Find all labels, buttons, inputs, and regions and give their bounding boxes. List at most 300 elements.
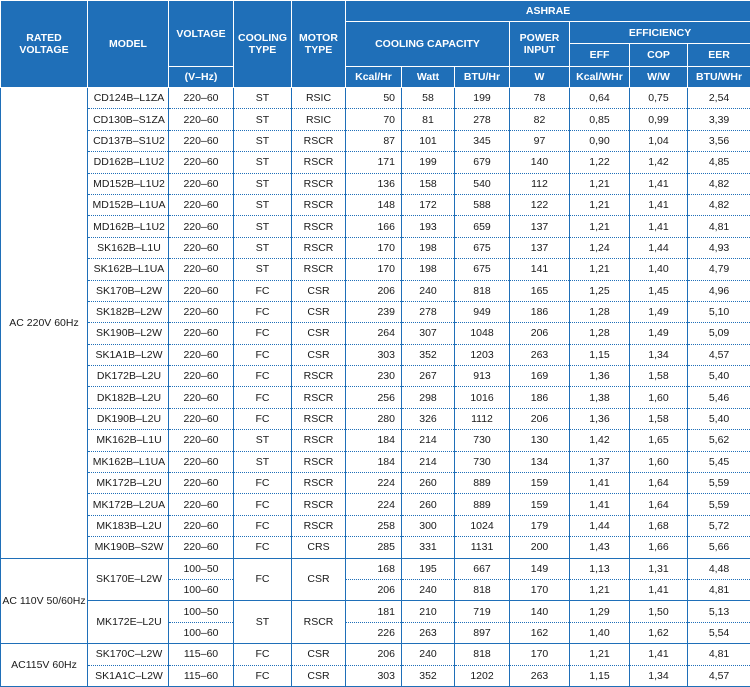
voltage-cell: 220–60 [169, 430, 234, 451]
eff-cell: 1,21 [570, 579, 630, 600]
watt-cell: 158 [402, 173, 455, 194]
watt-cell: 214 [402, 451, 455, 472]
kcal-hr-cell: 206 [346, 280, 402, 301]
btu-hr-cell: 897 [455, 622, 510, 643]
power-input-cell: 170 [510, 579, 570, 600]
voltage-cell: 220–60 [169, 259, 234, 280]
eff-cell: 1,40 [570, 622, 630, 643]
motor-type-cell: RSCR [292, 130, 346, 151]
cop-cell: 1,34 [630, 665, 688, 686]
kcal-hr-cell: 168 [346, 558, 402, 579]
eer-cell: 5,40 [688, 408, 750, 429]
eer-cell: 5,59 [688, 494, 750, 515]
table-row [1, 515, 750, 536]
cooling-type-cell: FC [234, 387, 292, 408]
cop-cell: 1,49 [630, 323, 688, 344]
btu-hr-cell: 675 [455, 259, 510, 280]
cooling-type-cell: ST [234, 173, 292, 194]
motor-type-cell: RSCR [292, 451, 346, 472]
motor-type-cell: CRS [292, 537, 346, 558]
btu-hr-cell: 1202 [455, 665, 510, 686]
eer-cell: 5,10 [688, 301, 750, 322]
voltage-cell: 100–50 [169, 601, 234, 622]
eff-cell: 1,21 [570, 194, 630, 215]
eer-cell: 5,66 [688, 537, 750, 558]
cooling-type-cell: ST [234, 88, 292, 109]
table-row [1, 280, 750, 301]
voltage-cell: 115–60 [169, 665, 234, 686]
cooling-type-cell: FC [234, 366, 292, 387]
btu-hr-cell: 1131 [455, 537, 510, 558]
kcal-hr-cell: 70 [346, 109, 402, 130]
model-cell: SK190B–L2W [88, 323, 169, 344]
eff-cell: 1,24 [570, 237, 630, 258]
btu-hr-cell: 1112 [455, 408, 510, 429]
cooling-type-cell: FC [234, 408, 292, 429]
voltage-cell: 220–60 [169, 323, 234, 344]
cop-cell: 1,49 [630, 301, 688, 322]
cop-cell: 1,44 [630, 237, 688, 258]
model-cell: DD162B–L1U2 [88, 152, 169, 173]
voltage-cell: 220–60 [169, 301, 234, 322]
watt-cell: 300 [402, 515, 455, 536]
watt-cell: 263 [402, 622, 455, 643]
watt-cell: 198 [402, 237, 455, 258]
cop-cell: 1,42 [630, 152, 688, 173]
motor-type-cell: RSCR [292, 408, 346, 429]
cooling-type-cell: ST [234, 152, 292, 173]
cop-cell: 1,41 [630, 579, 688, 600]
cooling-type-cell: ST [234, 130, 292, 151]
motor-type-cell: RSCR [292, 473, 346, 494]
voltage-cell: 220–60 [169, 109, 234, 130]
motor-type-cell: RSCR [292, 216, 346, 237]
eff-cell: 1,21 [570, 644, 630, 665]
model-cell: SK1A1B–L2W [88, 344, 169, 365]
motor-type-cell: RSCR [292, 387, 346, 408]
watt-cell: 298 [402, 387, 455, 408]
eer-cell: 5,40 [688, 366, 750, 387]
btu-hr-cell: 675 [455, 237, 510, 258]
kcal-hr-cell: 170 [346, 237, 402, 258]
model-cell: SK162B–L1U [88, 237, 169, 258]
btu-hr-cell: 1203 [455, 344, 510, 365]
model-cell: SK182B–L2W [88, 301, 169, 322]
btu-hr-cell: 818 [455, 579, 510, 600]
motor-type-cell: RSIC [292, 109, 346, 130]
model-cell: SK170B–L2W [88, 280, 169, 301]
eff-cell: 1,43 [570, 537, 630, 558]
eer-cell: 5,45 [688, 451, 750, 472]
eer-cell: 4,79 [688, 259, 750, 280]
eer-cell: 5,54 [688, 622, 750, 643]
btu-hr-cell: 667 [455, 558, 510, 579]
cooling-type-cell: FC [234, 515, 292, 536]
cop-cell: 1,62 [630, 622, 688, 643]
model-cell: MK162B–L1U [88, 430, 169, 451]
cooling-type-cell: FC [234, 301, 292, 322]
power-input-cell: 159 [510, 473, 570, 494]
header-eer: EER [688, 44, 750, 67]
model-cell: MK172E–L2U [88, 601, 169, 644]
eer-cell: 4,82 [688, 173, 750, 194]
eer-cell: 4,48 [688, 558, 750, 579]
eff-cell: 0,90 [570, 130, 630, 151]
voltage-cell: 220–60 [169, 194, 234, 215]
btu-hr-cell: 730 [455, 430, 510, 451]
btu-hr-cell: 889 [455, 473, 510, 494]
watt-cell: 214 [402, 430, 455, 451]
table-row [1, 665, 750, 686]
power-input-cell: 200 [510, 537, 570, 558]
power-input-cell: 186 [510, 301, 570, 322]
table-row [1, 601, 750, 622]
btu-hr-cell: 659 [455, 216, 510, 237]
header-voltage: VOLTAGE [169, 1, 234, 67]
motor-type-cell: RSIC [292, 88, 346, 109]
watt-cell: 195 [402, 558, 455, 579]
watt-cell: 240 [402, 280, 455, 301]
watt-cell: 210 [402, 601, 455, 622]
header-unit-kcal-whr: Kcal/WHr [570, 67, 630, 88]
eff-cell: 0,85 [570, 109, 630, 130]
eff-cell: 1,21 [570, 216, 630, 237]
kcal-hr-cell: 87 [346, 130, 402, 151]
eff-cell: 0,64 [570, 88, 630, 109]
table-row [1, 408, 750, 429]
eer-cell: 5,72 [688, 515, 750, 536]
watt-cell: 326 [402, 408, 455, 429]
cooling-type-cell: ST [234, 259, 292, 280]
cop-cell: 1,65 [630, 430, 688, 451]
kcal-hr-cell: 303 [346, 665, 402, 686]
cooling-type-cell: ST [234, 237, 292, 258]
kcal-hr-cell: 239 [346, 301, 402, 322]
cooling-type-cell: ST [234, 216, 292, 237]
spec-table-body [1, 88, 750, 687]
table-row [1, 366, 750, 387]
eer-cell: 4,57 [688, 665, 750, 686]
power-input-cell: 137 [510, 237, 570, 258]
motor-type-cell: RSCR [292, 194, 346, 215]
watt-cell: 260 [402, 473, 455, 494]
btu-hr-cell: 889 [455, 494, 510, 515]
kcal-hr-cell: 224 [346, 494, 402, 515]
motor-type-cell: RSCR [292, 259, 346, 280]
cooling-type-cell: FC [234, 665, 292, 686]
cooling-type-cell: ST [234, 601, 292, 644]
table-row [1, 430, 750, 451]
btu-hr-cell: 1024 [455, 515, 510, 536]
eff-cell: 1,42 [570, 430, 630, 451]
motor-type-cell: RSCR [292, 237, 346, 258]
eff-cell: 1,25 [570, 280, 630, 301]
cooling-type-cell: FC [234, 323, 292, 344]
cop-cell: 0,75 [630, 88, 688, 109]
btu-hr-cell: 818 [455, 280, 510, 301]
table-row [1, 152, 750, 173]
kcal-hr-cell: 258 [346, 515, 402, 536]
cop-cell: 1,68 [630, 515, 688, 536]
cooling-type-cell: ST [234, 194, 292, 215]
btu-hr-cell: 540 [455, 173, 510, 194]
model-cell: MK172B–L2UA [88, 494, 169, 515]
cooling-type-cell: FC [234, 473, 292, 494]
eer-cell: 5,13 [688, 601, 750, 622]
eff-cell: 1,36 [570, 366, 630, 387]
power-input-cell: 82 [510, 109, 570, 130]
cop-cell: 1,31 [630, 558, 688, 579]
btu-hr-cell: 199 [455, 88, 510, 109]
btu-hr-cell: 949 [455, 301, 510, 322]
voltage-cell: 220–60 [169, 344, 234, 365]
model-cell: SK170C–L2W [88, 644, 169, 665]
eer-cell: 5,09 [688, 323, 750, 344]
power-input-cell: 186 [510, 387, 570, 408]
table-row [1, 451, 750, 472]
voltage-cell: 115–60 [169, 644, 234, 665]
eer-cell: 5,62 [688, 430, 750, 451]
kcal-hr-cell: 224 [346, 473, 402, 494]
cop-cell: 0,99 [630, 109, 688, 130]
table-row [1, 344, 750, 365]
kcal-hr-cell: 230 [346, 366, 402, 387]
voltage-cell: 220–60 [169, 366, 234, 387]
btu-hr-cell: 818 [455, 644, 510, 665]
motor-type-cell: CSR [292, 644, 346, 665]
watt-cell: 267 [402, 366, 455, 387]
power-input-cell: 165 [510, 280, 570, 301]
cop-cell: 1,40 [630, 259, 688, 280]
voltage-cell: 100–60 [169, 622, 234, 643]
voltage-cell: 220–60 [169, 494, 234, 515]
cop-cell: 1,45 [630, 280, 688, 301]
power-input-cell: 78 [510, 88, 570, 109]
watt-cell: 58 [402, 88, 455, 109]
kcal-hr-cell: 280 [346, 408, 402, 429]
kcal-hr-cell: 285 [346, 537, 402, 558]
header-efficiency: EFFICIENCY [570, 22, 750, 44]
kcal-hr-cell: 136 [346, 173, 402, 194]
power-input-cell: 134 [510, 451, 570, 472]
voltage-cell: 220–60 [169, 408, 234, 429]
cop-cell: 1,41 [630, 194, 688, 215]
kcal-hr-cell: 264 [346, 323, 402, 344]
cop-cell: 1,50 [630, 601, 688, 622]
eer-cell: 4,93 [688, 237, 750, 258]
cop-cell: 1,58 [630, 366, 688, 387]
watt-cell: 101 [402, 130, 455, 151]
eff-cell: 1,37 [570, 451, 630, 472]
btu-hr-cell: 719 [455, 601, 510, 622]
watt-cell: 278 [402, 301, 455, 322]
model-cell: MD162B–L1U2 [88, 216, 169, 237]
motor-type-cell: CSR [292, 280, 346, 301]
motor-type-cell: RSCR [292, 494, 346, 515]
power-input-cell: 206 [510, 408, 570, 429]
eer-cell: 4,85 [688, 152, 750, 173]
voltage-cell: 220–60 [169, 515, 234, 536]
eer-cell: 5,46 [688, 387, 750, 408]
model-cell: CD130B–S1ZA [88, 109, 169, 130]
model-cell: MK172B–L2U [88, 473, 169, 494]
header-cooling-type: COOLING TYPE [234, 1, 292, 88]
cooling-type-cell: ST [234, 109, 292, 130]
eer-cell: 2,54 [688, 88, 750, 109]
header-power-input: POWER INPUT [510, 22, 570, 67]
table-row [1, 494, 750, 515]
btu-hr-cell: 1048 [455, 323, 510, 344]
btu-hr-cell: 730 [455, 451, 510, 472]
watt-cell: 260 [402, 494, 455, 515]
table-row [1, 130, 750, 151]
table-row [1, 644, 750, 665]
eff-cell: 1,29 [570, 601, 630, 622]
cop-cell: 1,41 [630, 173, 688, 194]
kcal-hr-cell: 184 [346, 430, 402, 451]
btu-hr-cell: 679 [455, 152, 510, 173]
model-cell: MK183B–L2U [88, 515, 169, 536]
power-input-cell: 140 [510, 601, 570, 622]
watt-cell: 352 [402, 344, 455, 365]
voltage-cell: 220–60 [169, 88, 234, 109]
kcal-hr-cell: 170 [346, 259, 402, 280]
cooling-type-cell: ST [234, 451, 292, 472]
btu-hr-cell: 278 [455, 109, 510, 130]
table-row [1, 109, 750, 130]
cop-cell: 1,41 [630, 644, 688, 665]
table-row [1, 558, 750, 579]
header-unit-btu-whr: BTU/WHr [688, 67, 750, 88]
voltage-cell: 220–60 [169, 237, 234, 258]
voltage-cell: 220–60 [169, 280, 234, 301]
table-row [1, 194, 750, 215]
rated-voltage-cell: AC 220V 60Hz [1, 88, 88, 559]
cooling-type-cell: FC [234, 494, 292, 515]
table-row [1, 473, 750, 494]
power-input-cell: 97 [510, 130, 570, 151]
power-input-cell: 159 [510, 494, 570, 515]
header-unit-watt: Watt [402, 67, 455, 88]
table-row [1, 387, 750, 408]
eff-cell: 1,36 [570, 408, 630, 429]
header-unit-w-w: W/W [630, 67, 688, 88]
table-row [1, 301, 750, 322]
motor-type-cell: RSCR [292, 601, 346, 644]
eff-cell: 1,21 [570, 173, 630, 194]
motor-type-cell: CSR [292, 323, 346, 344]
kcal-hr-cell: 184 [346, 451, 402, 472]
header-model: MODEL [88, 1, 169, 88]
cop-cell: 1,04 [630, 130, 688, 151]
voltage-cell: 220–60 [169, 387, 234, 408]
voltage-cell: 220–60 [169, 173, 234, 194]
motor-type-cell: CSR [292, 301, 346, 322]
eff-cell: 1,21 [570, 259, 630, 280]
cop-cell: 1,60 [630, 387, 688, 408]
power-input-cell: 122 [510, 194, 570, 215]
power-input-cell: 112 [510, 173, 570, 194]
motor-type-cell: CSR [292, 558, 346, 601]
eer-cell: 3,39 [688, 109, 750, 130]
watt-cell: 331 [402, 537, 455, 558]
eer-cell: 5,59 [688, 473, 750, 494]
table-row [1, 323, 750, 344]
watt-cell: 81 [402, 109, 455, 130]
motor-type-cell: RSCR [292, 173, 346, 194]
eer-cell: 4,81 [688, 216, 750, 237]
cop-cell: 1,58 [630, 408, 688, 429]
kcal-hr-cell: 303 [346, 344, 402, 365]
eer-cell: 4,81 [688, 579, 750, 600]
watt-cell: 352 [402, 665, 455, 686]
rated-voltage-cell: AC115V 60Hz [1, 644, 88, 687]
cooling-type-cell: ST [234, 430, 292, 451]
kcal-hr-cell: 206 [346, 579, 402, 600]
watt-cell: 240 [402, 579, 455, 600]
power-input-cell: 141 [510, 259, 570, 280]
eff-cell: 1,41 [570, 494, 630, 515]
power-input-cell: 170 [510, 644, 570, 665]
power-input-cell: 169 [510, 366, 570, 387]
header-unit-w: W [510, 67, 570, 88]
kcal-hr-cell: 206 [346, 644, 402, 665]
cooling-type-cell: FC [234, 644, 292, 665]
motor-type-cell: RSCR [292, 515, 346, 536]
header-rated-voltage: RATED VOLTAGE [1, 1, 88, 88]
eer-cell: 4,81 [688, 644, 750, 665]
eer-cell: 4,96 [688, 280, 750, 301]
btu-hr-cell: 345 [455, 130, 510, 151]
table-row [1, 88, 750, 109]
table-row [1, 216, 750, 237]
eer-cell: 3,56 [688, 130, 750, 151]
header-motor-type: MOTOR TYPE [292, 1, 346, 88]
table-row [1, 173, 750, 194]
cop-cell: 1,34 [630, 344, 688, 365]
watt-cell: 193 [402, 216, 455, 237]
table-row [1, 237, 750, 258]
motor-type-cell: RSCR [292, 152, 346, 173]
model-cell: SK162B–L1UA [88, 259, 169, 280]
watt-cell: 307 [402, 323, 455, 344]
motor-type-cell: CSR [292, 344, 346, 365]
eff-cell: 1,28 [570, 301, 630, 322]
model-cell: MD152B–L1U2 [88, 173, 169, 194]
voltage-cell: 220–60 [169, 451, 234, 472]
model-cell: DK182B–L2U [88, 387, 169, 408]
model-cell: MK162B–L1UA [88, 451, 169, 472]
model-cell: DK172B–L2U [88, 366, 169, 387]
cop-cell: 1,41 [630, 216, 688, 237]
eff-cell: 1,15 [570, 344, 630, 365]
kcal-hr-cell: 50 [346, 88, 402, 109]
eer-cell: 4,82 [688, 194, 750, 215]
voltage-cell: 220–60 [169, 152, 234, 173]
motor-type-cell: RSCR [292, 366, 346, 387]
model-cell: MK190B–S2W [88, 537, 169, 558]
header-cop: COP [630, 44, 688, 67]
model-cell: DK190B–L2U [88, 408, 169, 429]
motor-type-cell: RSCR [292, 430, 346, 451]
voltage-cell: 100–50 [169, 558, 234, 579]
eff-cell: 1,13 [570, 558, 630, 579]
voltage-cell: 100–60 [169, 579, 234, 600]
eff-cell: 1,15 [570, 665, 630, 686]
model-cell: SK170E–L2W [88, 558, 169, 601]
voltage-cell: 220–60 [169, 130, 234, 151]
kcal-hr-cell: 181 [346, 601, 402, 622]
